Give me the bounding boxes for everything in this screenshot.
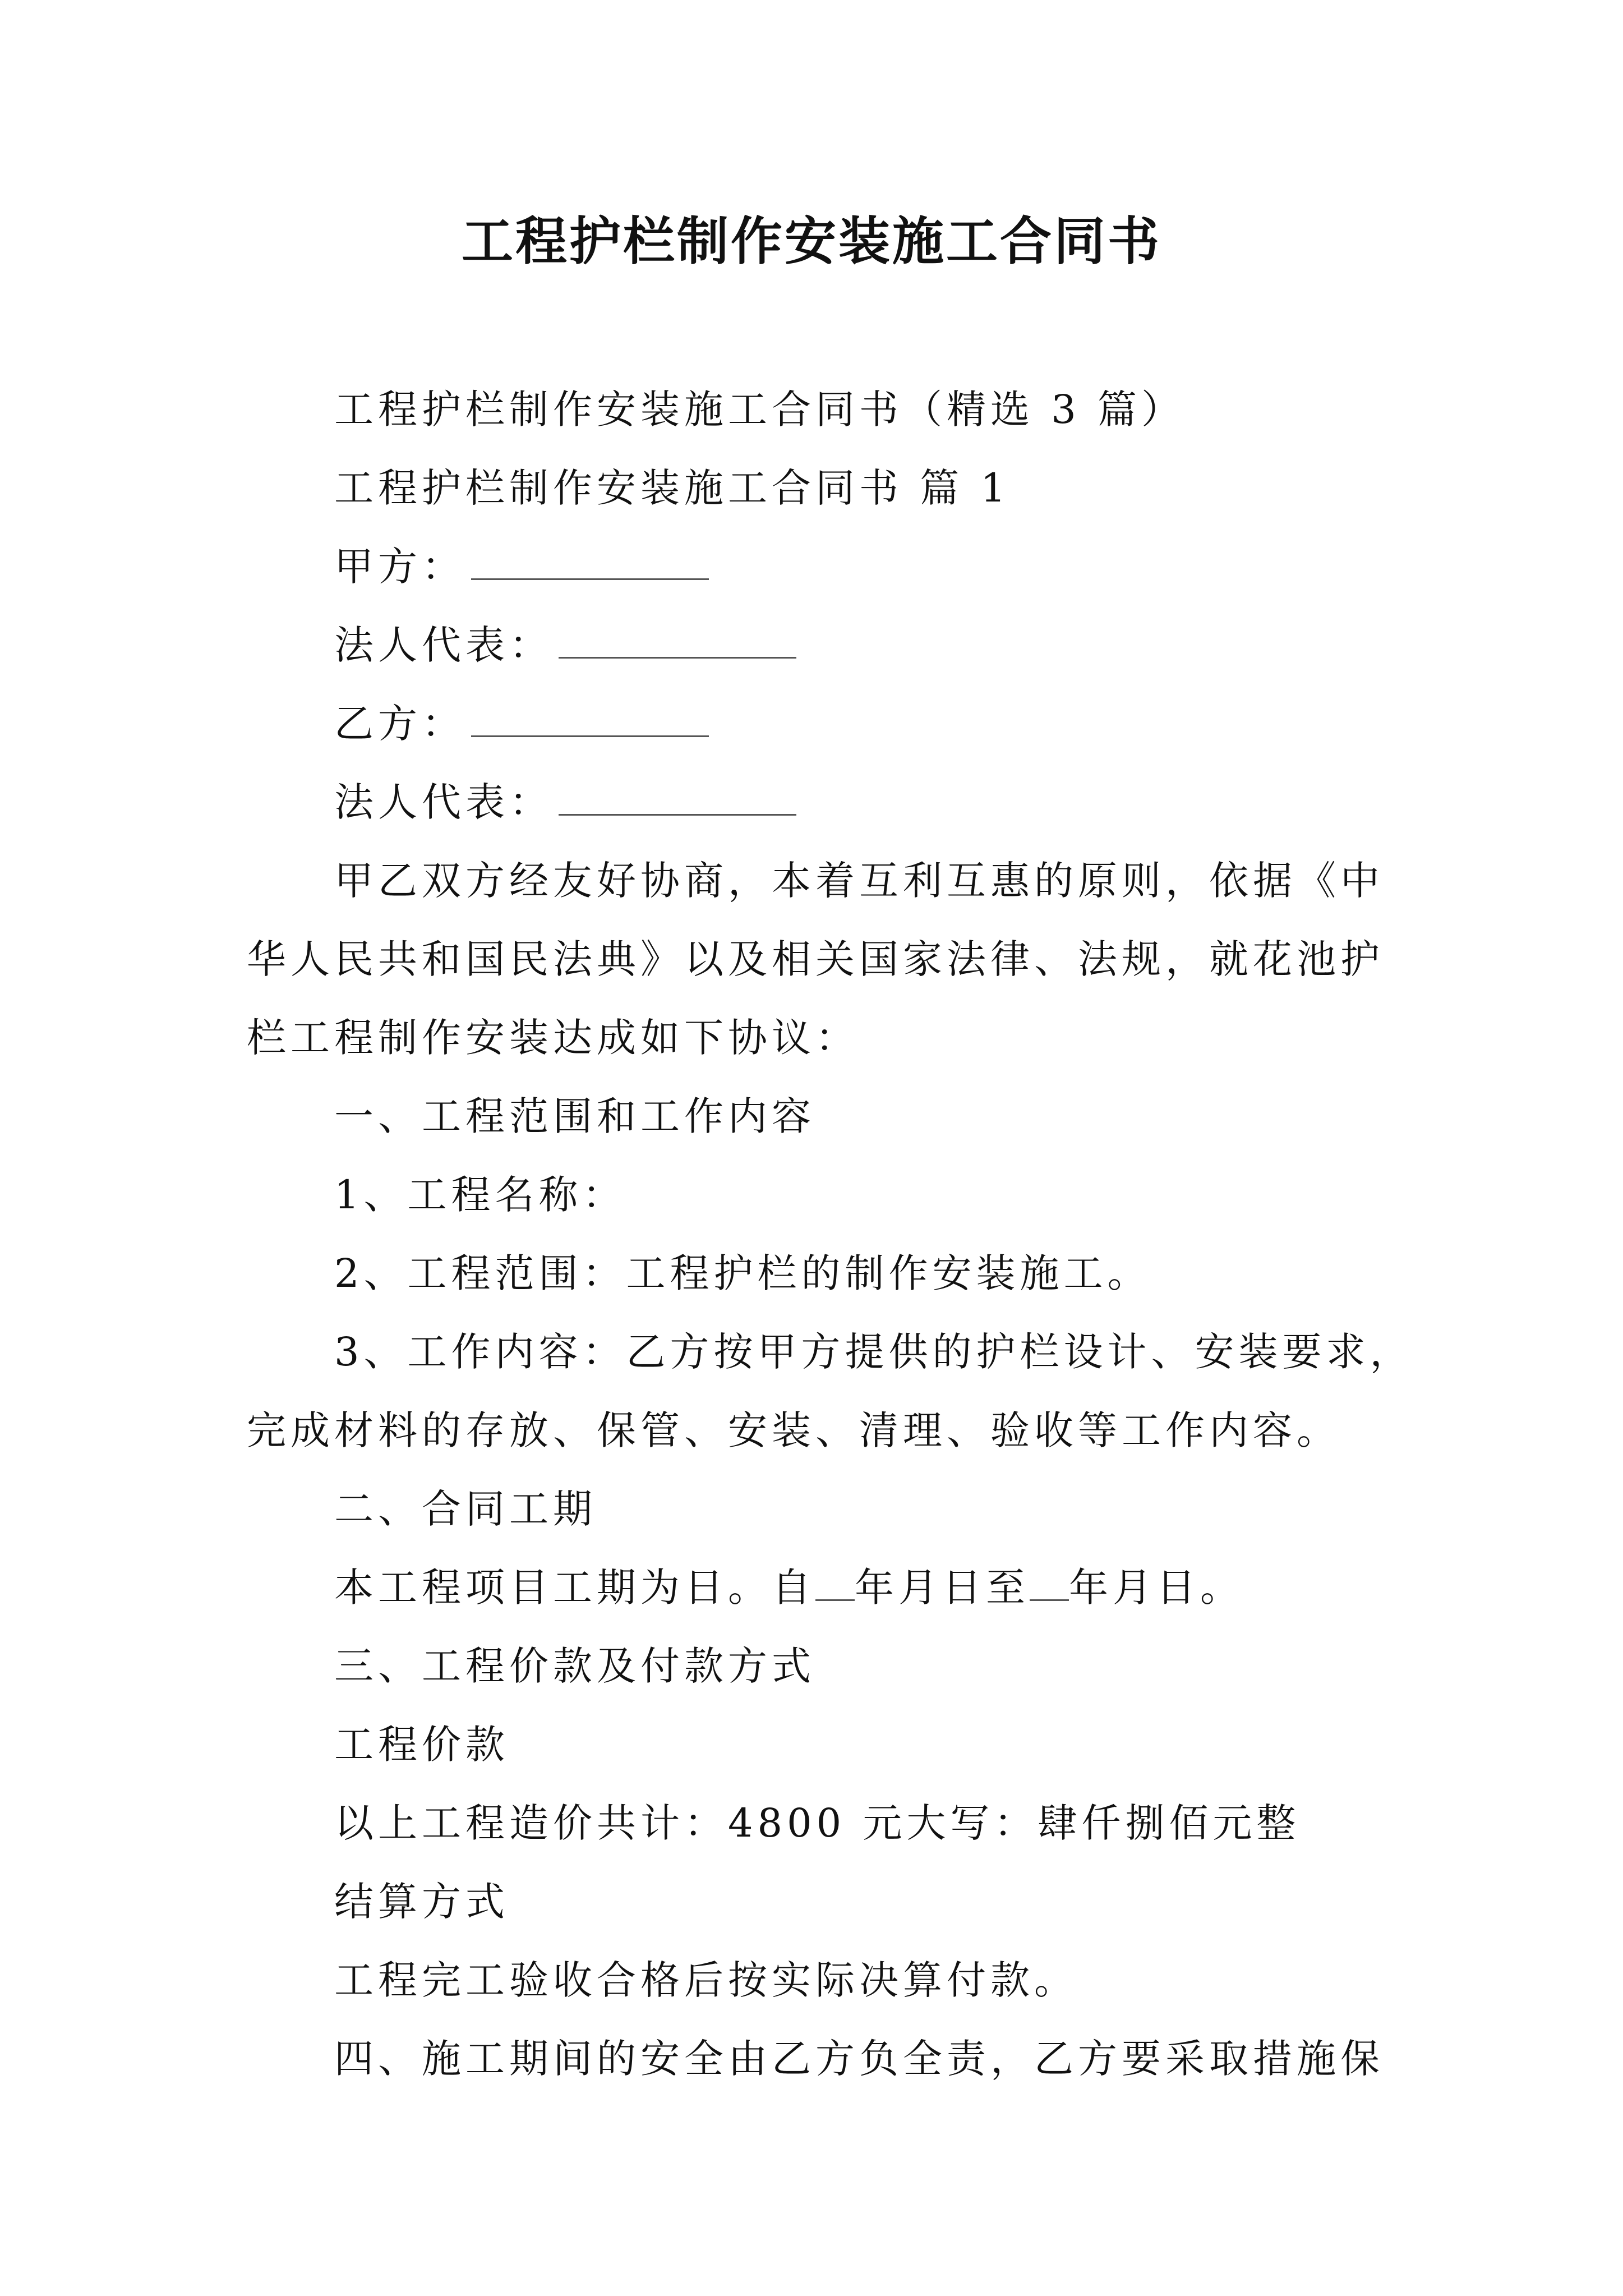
- intro-line-3: 栏工程制作安装达成如下协议：: [247, 1015, 859, 1061]
- section-1-item-2: 2、工程范围：工程护栏的制作安装施工。: [334, 1250, 1151, 1296]
- party-b-label: 乙方：: [334, 701, 465, 747]
- section-4-line-1: 四、施工期间的安全由乙方负全责，乙方要采取措施保: [334, 2036, 1384, 2082]
- section-3-subheading-settlement: 结算方式: [334, 1879, 509, 1925]
- party-a-blank: [471, 545, 709, 580]
- legal-rep-b-blank: [559, 780, 796, 816]
- party-a-row: [334, 539, 1478, 595]
- party-a-label: 甲方：: [334, 544, 465, 590]
- duration-text-c: 年月日。: [1069, 1565, 1244, 1611]
- start-year-blank: [815, 1566, 855, 1601]
- section-1-item-3-line-1: 3、工作内容：乙方按甲方提供的护栏设计、安装要求，: [334, 1329, 1414, 1375]
- intro-line-2: 华人民共和国民法典》以及相关国家法律、法规，就花池护: [247, 936, 1384, 982]
- legal-rep-a-label: 法人代表：: [334, 622, 553, 668]
- section-heading: 工程护栏制作安装施工合同书 篇 1: [334, 465, 1011, 511]
- subtitle: 工程护栏制作安装施工合同书（精选 3 篇）: [334, 386, 1186, 432]
- section-2-text: [334, 1559, 1478, 1616]
- section-1-item-3-line-2: 完成材料的存放、保管、安装、清理、验收等工作内容。: [247, 1407, 1340, 1453]
- section-1-item-1: 1、工程名称：: [334, 1172, 626, 1218]
- section-3-heading: 三、工程价款及付款方式: [334, 1643, 815, 1689]
- party-b-row: [334, 696, 1478, 752]
- duration-text-a: 本工程项目工期为日。自: [334, 1565, 815, 1611]
- section-3-subheading-price: 工程价款: [334, 1722, 509, 1768]
- intro-line-1: 甲乙双方经友好协商，本着互利互惠的原则，依据《中: [334, 858, 1384, 904]
- end-year-blank: [1030, 1566, 1069, 1601]
- duration-text-b: 年月日至: [855, 1565, 1030, 1611]
- legal-rep-a-row: [334, 617, 1478, 673]
- section-1-heading: 一、工程范围和工作内容: [334, 1093, 815, 1139]
- document-title: 工程护栏制作安装施工合同书: [461, 211, 1161, 272]
- legal-rep-b-row: [334, 774, 1478, 830]
- legal-rep-b-label: 法人代表：: [334, 779, 553, 825]
- section-2-heading: 二、合同工期: [334, 1486, 597, 1532]
- party-b-blank: [471, 702, 709, 737]
- section-3-settlement: 工程完工验收合格后按实际决算付款。: [334, 1957, 1078, 2003]
- section-3-price: 以上工程造价共计：4800 元大写：肆仟捌佰元整: [334, 1800, 1301, 1846]
- legal-rep-a-blank: [559, 623, 796, 659]
